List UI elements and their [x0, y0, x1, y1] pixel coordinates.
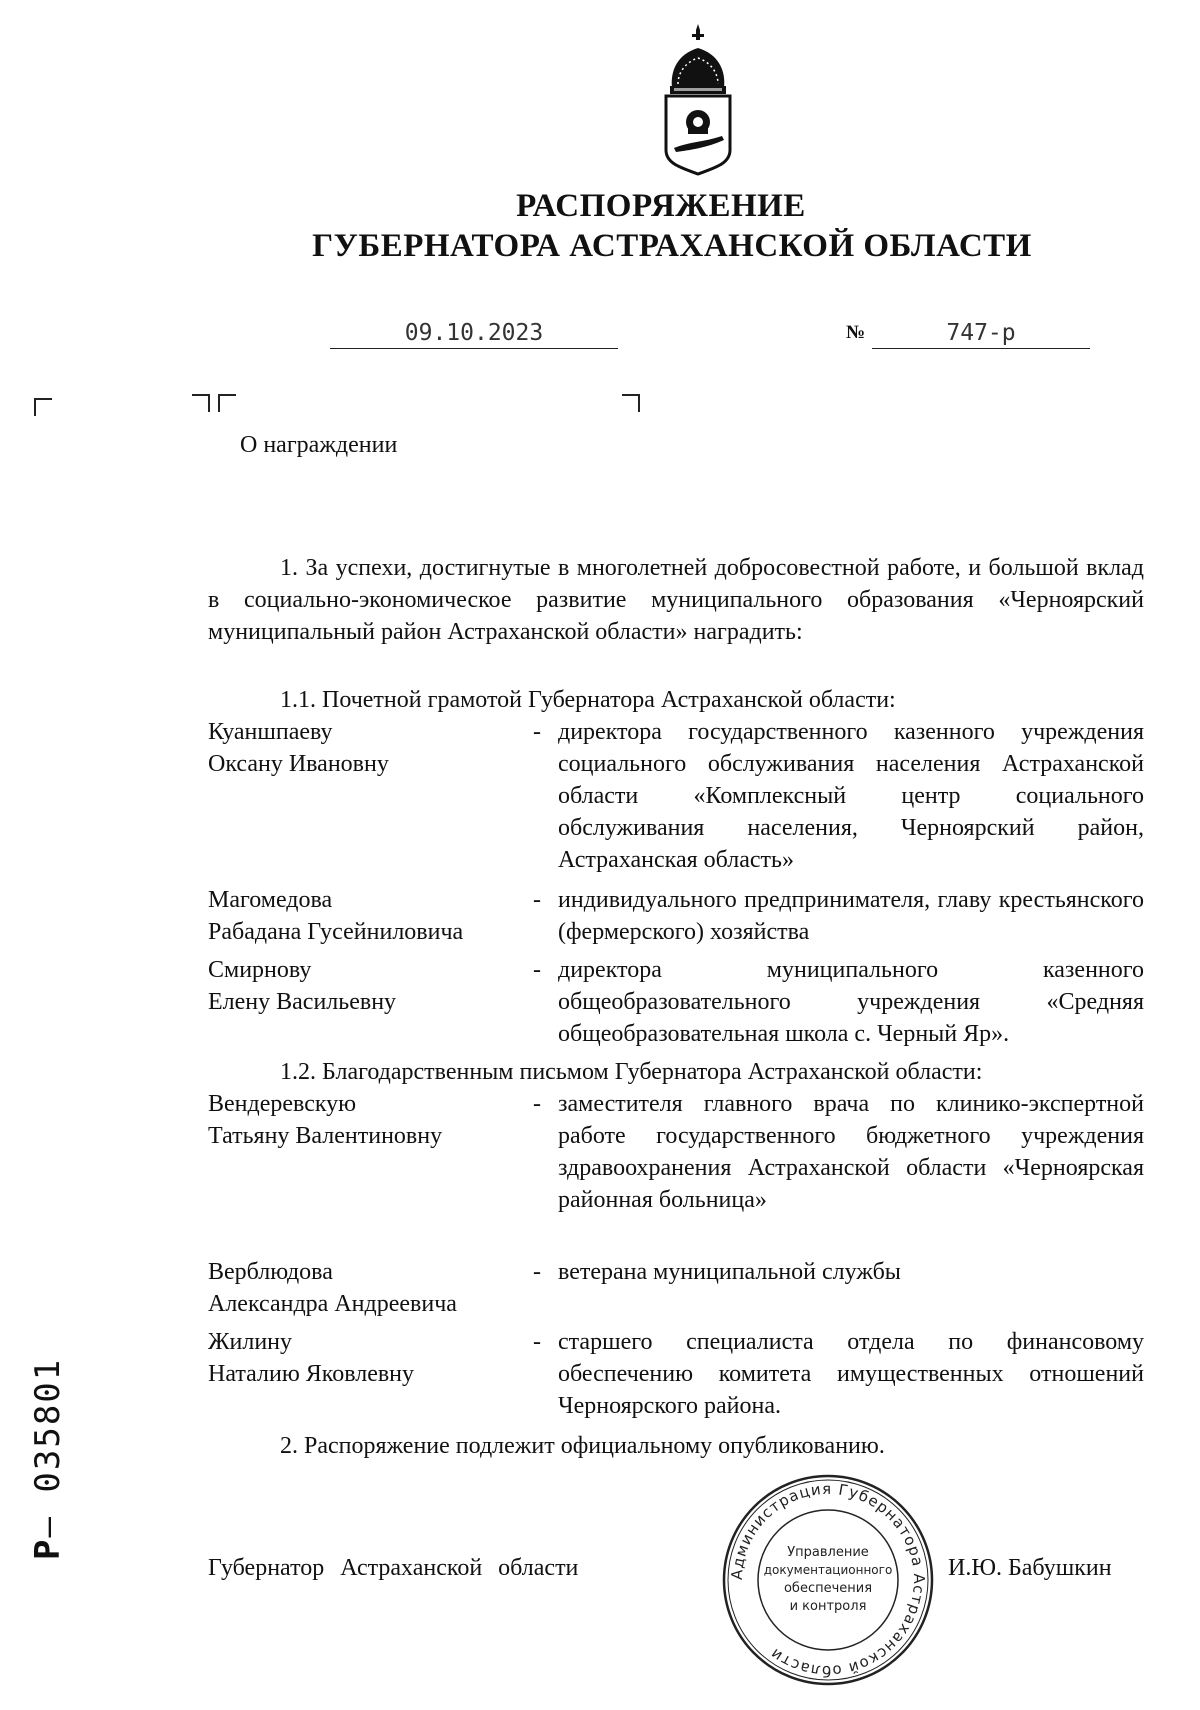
corner-mark [192, 394, 210, 412]
document-date: 09.10.2023 [330, 318, 618, 349]
awardee-surname: Куаншпаеву [208, 719, 333, 745]
entry-dash: - [533, 1329, 541, 1355]
signatory-name: И.Ю. Бабушкин [948, 1555, 1112, 1581]
awardee-surname: Магомедова [208, 887, 333, 913]
awardee-given-names: Наталию Яковлевну [208, 1361, 415, 1387]
serial-prefix: Р [28, 1537, 68, 1560]
awardee-given-names: Оксану Ивановну [208, 751, 389, 777]
awardee-given-names: Елену Васильевну [208, 989, 397, 1015]
form-serial-number [28, 1358, 68, 1560]
awardee-surname: Жилину [208, 1329, 293, 1355]
item-1-intro: 1. За успехи, достигнутые в многолетней добросовестной работе, и большой вклад в социально-экономическое развитие муниципального образования «Черноярский муниципальный район Астраханской области» наградить: [208, 555, 1144, 645]
awardee-position: директора государственного казенного учреждения социального обслуживания населения Астраханской области «Комплексный центр социального обслуживания населения, Черноярский район, Астраханская область» [558, 719, 1144, 873]
entry-dash: - [533, 957, 541, 983]
entry-dash: - [533, 1259, 541, 1285]
official-seal-stamp [718, 1470, 938, 1690]
awardee-given-names: Татьяну Валентиновну [208, 1123, 443, 1149]
awardee-surname: Смирнову [208, 957, 312, 983]
coat-of-arms-emblem [648, 18, 748, 178]
awardee-given-names: Рабадана Гусейниловича [208, 919, 464, 945]
item-2-publication: 2. Распоряжение подлежит официальному опубликованию. [280, 1433, 885, 1459]
awardee-position: директора муниципального казенного общеобразовательного учреждения «Средняя общеобразовательная школа с. Черный Яр». [558, 957, 1144, 1047]
seal-inner-line: документационного [763, 1563, 893, 1577]
awardee-given-names: Александра Андреевича [208, 1291, 457, 1317]
entry-dash: - [533, 1091, 541, 1117]
corner-mark [34, 398, 52, 416]
awardee-surname: Верблюдова [208, 1259, 333, 1285]
seal-inner-line: Управление [787, 1545, 869, 1560]
seal-inner-line: обеспечения [783, 1581, 873, 1596]
entry-dash: - [533, 887, 541, 913]
seal-inner-line: и контроля [789, 1599, 867, 1614]
corner-mark [218, 394, 236, 412]
awardee-position: ветерана муниципальной службы [558, 1259, 901, 1285]
serial-digits: – 035801 [28, 1357, 68, 1538]
seal-outer-text: Администрация Губернатора Астраханской области [727, 1479, 929, 1681]
awardee-position: заместителя главного врача по клинико-экспертной работе государственного бюджетного учреждения здравоохранения Астраханской области «Черноярская районная больница» [558, 1091, 1144, 1213]
document-subject: О награждении [240, 432, 398, 458]
awardee-position: старшего специалиста отдела по финансовому обеспечению комитета имущественных отношений Черноярского района. [558, 1329, 1144, 1419]
awardee-surname: Вендеревскую [208, 1091, 357, 1117]
entry-dash: - [533, 719, 541, 745]
signatory-title: Губернатор Астраханской области [208, 1555, 579, 1581]
corner-mark [622, 394, 640, 412]
item-1-2-heading: 1.2. Благодарственным письмом Губернатора Астраханской области: [280, 1059, 983, 1085]
document-type-heading: РАСПОРЯЖЕНИЕ [516, 188, 806, 224]
issuer-heading: ГУБЕРНАТОРА АСТРАХАНСКОЙ ОБЛАСТИ [312, 228, 1032, 264]
document-number: 747-р [872, 318, 1090, 349]
item-1-1-heading: 1.1. Почетной грамотой Губернатора Астраханской области: [280, 687, 896, 713]
awardee-position: индивидуального предпринимателя, главу крестьянского (фермерского) хозяйства [558, 887, 1144, 945]
number-sign: № [846, 322, 866, 343]
